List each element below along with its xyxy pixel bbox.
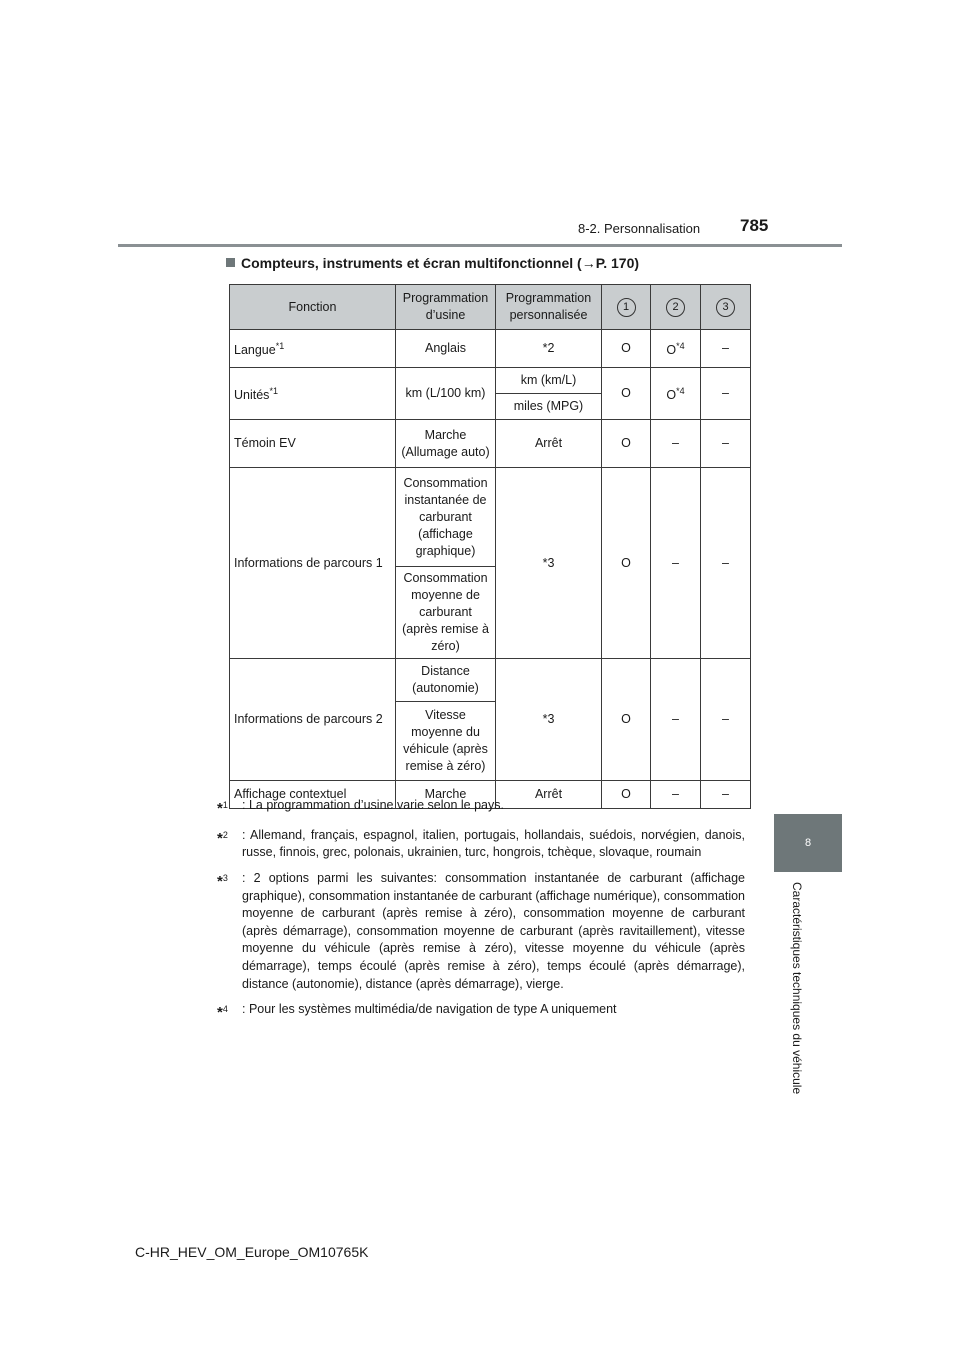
cell-perso: miles (MPG) — [496, 394, 602, 420]
section-label: 8-2. Personnalisation — [578, 221, 701, 236]
cell-usine: Marche — [396, 781, 496, 809]
col-header-usine: Programmation d’usine — [396, 285, 496, 330]
cell-usine: km (L/100 km) — [396, 368, 496, 420]
chapter-tab — [774, 814, 842, 872]
cell-2: – — [651, 468, 701, 659]
cell-1: O — [602, 368, 651, 420]
cell-1: O — [602, 330, 651, 368]
document-code: C-HR_HEV_OM_Europe_OM10765K — [135, 1244, 369, 1260]
cell-1: O — [602, 659, 651, 781]
chapter-number: 8 — [804, 837, 812, 849]
cell-fonction: Affichage contextuel — [230, 781, 396, 809]
cell-1: O — [602, 781, 651, 809]
square-bullet-icon — [226, 258, 235, 267]
cell-3: – — [701, 781, 751, 809]
table-row — [230, 330, 751, 368]
table-row — [230, 420, 751, 468]
footnote-3: *$^3$ : 2 options parmi les suivantes: consommation instantanée de carburant (affichage graphique), consommation instantanée de carburant (affichage numérique), consommation moyenne de carburant (après remise à zéro), consommation moyenne de carburant (après démarrage), consommation moyenne de carburant (après ravitaillement), vitesse moyenne du véhicule (après remise à zéro), vitesse moyenne du véhicule (après démarrage), temps écoulé (après remise à zéro), temps écoulé (après démarrage), distance (autonomie), distance (après démarrage), vierge. — [217, 870, 745, 991]
cell-perso: *2 — [496, 330, 602, 368]
cell-perso: *3 — [496, 468, 602, 659]
section-heading — [226, 255, 639, 271]
cell-2: $O^{*4}$ — [651, 368, 701, 420]
circled-1-icon: 1 — [617, 298, 636, 317]
col-header-fonction: Fonction — [230, 285, 396, 330]
cell-perso: *3 — [496, 659, 602, 781]
cell-3: – — [701, 368, 751, 420]
cell-fonction: Informations de parcours 2 — [230, 659, 396, 781]
settings-table — [229, 284, 751, 809]
cell-2: – — [651, 659, 701, 781]
side-chapter-title: Caractéristiques techniques du véhicule — [790, 882, 804, 1095]
cell-2: – — [651, 420, 701, 468]
cell-perso: Arrêt — [496, 420, 602, 468]
circled-3-icon: 3 — [716, 298, 735, 317]
footnote-2: *$^2$ : Allemand, français, espagnol, italien, portugais, hollandais, suédois, norvégien, danois, russe, finnois, grec, polonais, ukrainien, turc, hongrois, tchèque, slovaque, roumain — [217, 827, 745, 860]
cell-1: O — [602, 468, 651, 659]
cell-3: – — [701, 330, 751, 368]
cell-usine: Vitesse moyenne du véhicule (après remise à zéro) — [396, 702, 496, 781]
header-divider — [118, 244, 842, 247]
cell-2: $O^{*4}$ — [651, 330, 701, 368]
circled-2-icon: 2 — [666, 298, 685, 317]
col-header-2 — [651, 285, 701, 330]
cell-fonction: Informations de parcours 1 — [230, 468, 396, 659]
cell-3: – — [701, 468, 751, 659]
cell-2: – — [651, 781, 701, 809]
col-header-3 — [701, 285, 751, 330]
footnotes — [217, 797, 745, 1031]
table-header-row — [230, 285, 751, 330]
section-heading-text: Compteurs, instruments et écran multifonctionnel (→P. 170) — [241, 255, 640, 271]
col-header-1 — [602, 285, 651, 330]
page-number: 785 — [740, 216, 769, 235]
cell-fonction: Témoin EV — [230, 420, 396, 468]
cell-usine: Marche (Allumage auto) — [396, 420, 496, 468]
cell-usine: Anglais — [396, 330, 496, 368]
table-row — [230, 468, 751, 567]
cell-usine: Consommation moyenne de carburant (après remise à zéro) — [396, 567, 496, 659]
cell-1: O — [602, 420, 651, 468]
table-row — [230, 659, 751, 702]
cell-usine: Distance (autonomie) — [396, 659, 496, 702]
col-header-perso: Programmation personnalisée — [496, 285, 602, 330]
cell-fonction: Langue$^{*1}$ — [230, 330, 396, 368]
cell-3: – — [701, 659, 751, 781]
cell-usine: Consommation instantanée de carburant (affichage graphique) — [396, 468, 496, 567]
cell-perso: km (km/L) — [496, 368, 602, 394]
table-row — [230, 368, 751, 394]
cell-perso: Arrêt — [496, 781, 602, 809]
footnote-1: *$^1$ : La programmation d’usine varie selon le pays. — [217, 798, 504, 818]
cell-fonction: Unités$^{*1}$ — [230, 368, 396, 420]
cell-3: – — [701, 420, 751, 468]
footnote-4: *$^4$ : Pour les systèmes multimédia/de navigation de type A uniquement — [217, 1002, 617, 1022]
